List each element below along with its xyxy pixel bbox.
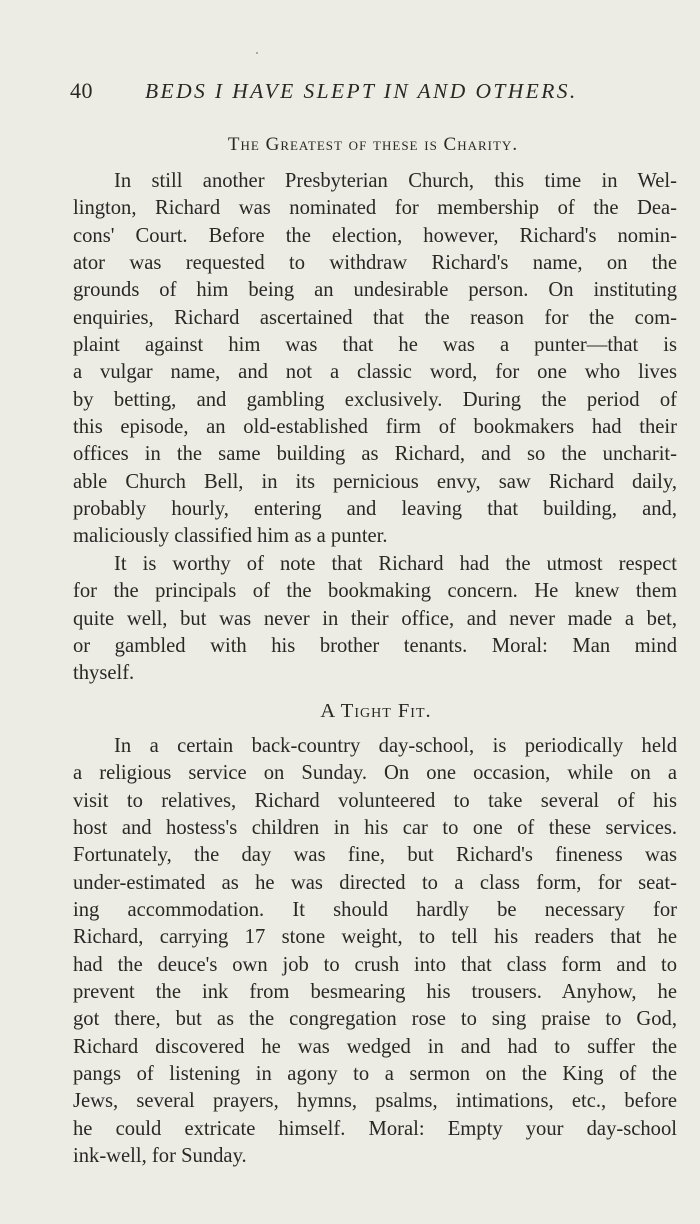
text-line: he could extricate himself. Moral: Empty your day-school <box>73 1117 677 1140</box>
text-line: or gambled with his brother tenants. Moral: Man mind <box>73 635 677 658</box>
text-line: able Church Bell, in its pernicious envy, saw Richard daily, <box>73 470 677 493</box>
text-line: grounds of him being an undesirable person. On instituting <box>73 279 677 302</box>
text-line: cons' Court. Before the election, however, Richard's nomin- <box>73 224 677 247</box>
paragraph <box>73 168 677 551</box>
paragraph <box>73 551 677 688</box>
text-line: visit to relatives, Richard volunteered to take several of his <box>73 789 677 812</box>
text-line: Richard, carrying 17 stone weight, to tell his readers that he <box>73 926 677 949</box>
text-line: lington, Richard was nominated for membership of the Dea- <box>73 197 677 220</box>
text-line: Fortunately, the day was fine, but Richard's fineness was <box>73 844 677 867</box>
text-line: a religious service on Sunday. On one occasion, while on a <box>73 762 677 785</box>
text-line: by betting, and gambling exclusively. During the period of <box>73 388 677 411</box>
text-line: prevent the ink from besmearing his trousers. Anyhow, he <box>73 981 677 1004</box>
running-head <box>70 78 610 110</box>
text-line: offices in the same building as Richard, and so the uncharit- <box>73 443 677 466</box>
book-title: BEDS I HAVE SLEPT IN AND OTHERS. <box>145 79 578 103</box>
text-line: Jews, several prayers, hymns, psalms, intimations, etc., before <box>73 1090 677 1113</box>
text-line: had the deuce's own job to crush into that class form and to <box>73 953 677 976</box>
text-line: In still another Presbyterian Church, this time in Wel- <box>114 170 677 192</box>
text-line: It is worthy of note that Richard had the utmost respect <box>114 553 677 575</box>
text-line: plaint against him was that he was a punter—that is <box>73 334 677 357</box>
text-line: probably hourly, entering and leaving that building, and, <box>73 498 677 521</box>
text-line: ing accommodation. It should hardly be necessary for <box>73 899 677 922</box>
text-line: In a certain back-country day-school, is periodically held <box>114 735 677 757</box>
text-line: maliciously classified him as a punter. <box>73 525 388 548</box>
text-line: host and hostess's children in his car to one of these services. <box>73 817 677 840</box>
text-line: quite well, but was never in their office, and never made a bet, <box>73 607 677 630</box>
text-line: pangs of listening in agony to a sermon on the King of the <box>73 1063 677 1086</box>
page-number: 40 <box>70 78 93 103</box>
section-heading-tight-fit: A Tight Fit. <box>320 700 432 722</box>
text-line: for the principals of the bookmaking concern. He knew them <box>73 580 677 603</box>
section-heading-charity: The Greatest of these is Charity. <box>227 134 519 155</box>
text-line: this episode, an old-established firm of bookmakers had their <box>73 416 677 439</box>
text-line: under-estimated as he was directed to a class form, for seat- <box>73 871 677 894</box>
paragraph <box>73 733 677 1171</box>
text-line: ator was requested to withdraw Richard's name, on the <box>73 252 677 275</box>
text-line: enquiries, Richard ascertained that the reason for the com- <box>73 306 677 329</box>
text-line: a vulgar name, and not a classic word, for one who lives <box>73 361 677 384</box>
text-line: got there, but as the congregation rose to sing praise to God, <box>73 1008 677 1031</box>
text-line: thyself. <box>73 662 135 685</box>
paper-speck <box>256 52 258 54</box>
text-line: Richard discovered he was wedged in and had to suffer the <box>73 1035 677 1058</box>
text-line: ink-well, for Sunday. <box>73 1145 247 1168</box>
